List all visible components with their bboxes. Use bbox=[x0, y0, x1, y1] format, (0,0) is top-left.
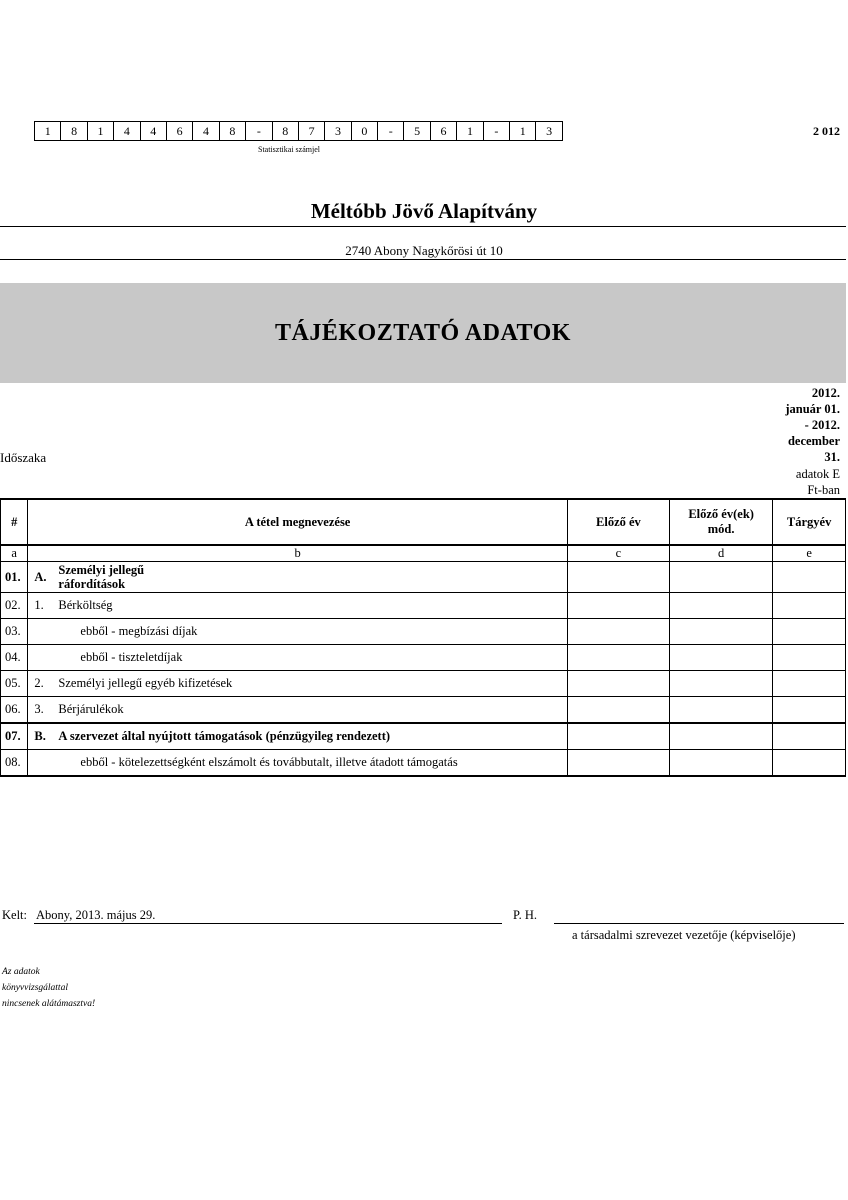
code-digit: 4 bbox=[193, 122, 219, 140]
row-number: 02. bbox=[1, 593, 28, 619]
code-digit: 6 bbox=[431, 122, 457, 140]
code-digit: 1 bbox=[35, 122, 61, 140]
code-digit: - bbox=[246, 122, 272, 140]
column-letter: a bbox=[1, 545, 28, 562]
column-letter: c bbox=[567, 545, 669, 562]
current-year-value bbox=[773, 723, 846, 750]
row-label: ebből - kötelezettségként elszámolt és továbbutalt, illetve átadott támogatás bbox=[80, 755, 458, 769]
current-year-value bbox=[773, 697, 846, 724]
row-item bbox=[28, 619, 567, 645]
row-label: Bérköltség bbox=[58, 598, 113, 612]
divider bbox=[0, 259, 846, 260]
table-body bbox=[1, 562, 846, 777]
code-digit: 6 bbox=[167, 122, 193, 140]
row-code: B. bbox=[34, 729, 46, 743]
row-number: 01. bbox=[1, 562, 28, 593]
period-line: december bbox=[787, 434, 840, 448]
note-line: könyvvizsgálattal bbox=[2, 983, 68, 993]
row-item bbox=[28, 750, 567, 777]
header-item-name: A tétel megnevezése bbox=[28, 499, 567, 545]
code-digit: - bbox=[378, 122, 404, 140]
row-code: 2. bbox=[34, 676, 44, 690]
units-line: adatok E bbox=[795, 467, 840, 481]
row-label: Bérjárulékok bbox=[58, 702, 124, 716]
code-digit: 3 bbox=[536, 122, 562, 140]
row-item bbox=[28, 723, 567, 750]
row-item bbox=[28, 562, 567, 593]
table-row bbox=[1, 697, 846, 724]
title-banner bbox=[0, 283, 846, 383]
code-digit: 8 bbox=[61, 122, 87, 140]
row-label: ebből - tiszteletdíjak bbox=[80, 650, 183, 664]
row-number: 04. bbox=[1, 645, 28, 671]
code-digit: 4 bbox=[141, 122, 167, 140]
table-header-row bbox=[1, 499, 846, 545]
table-row bbox=[1, 645, 846, 671]
previous-modification-value bbox=[670, 671, 773, 697]
code-digit: 0 bbox=[352, 122, 378, 140]
previous-modification-value bbox=[670, 697, 773, 724]
organization-name: Méltóbb Jövő Alapítvány bbox=[310, 199, 538, 223]
previous-modification-value bbox=[670, 723, 773, 750]
table-row bbox=[1, 750, 846, 777]
code-digit: - bbox=[484, 122, 510, 140]
header-number: # bbox=[1, 499, 28, 545]
date-value: Abony, 2013. május 29. bbox=[36, 908, 156, 922]
code-digit: 4 bbox=[114, 122, 140, 140]
organization-address: 2740 Abony Nagykőrösi út 10 bbox=[345, 243, 503, 258]
previous-year-value bbox=[567, 593, 669, 619]
previous-modification-value bbox=[670, 750, 773, 777]
note-line: Az adatok bbox=[2, 967, 40, 977]
header-previous-modification: Előző év(ek) mód. bbox=[670, 499, 773, 545]
previous-year-value bbox=[567, 723, 669, 750]
table-row bbox=[1, 723, 846, 750]
row-code: 1. bbox=[34, 598, 44, 612]
row-label: Személyi jellegű ráfordítások bbox=[58, 563, 145, 591]
current-year-value bbox=[773, 750, 846, 777]
previous-year-value bbox=[567, 562, 669, 593]
form-year: 2 012 bbox=[813, 124, 840, 138]
header-previous-year: Előző év bbox=[567, 499, 669, 545]
audit-note bbox=[2, 964, 95, 1012]
units-note bbox=[796, 466, 840, 498]
row-number: 08. bbox=[1, 750, 28, 777]
page-title: TÁJÉKOZTATÓ ADATOK bbox=[275, 319, 571, 346]
previous-year-value bbox=[567, 645, 669, 671]
row-item bbox=[28, 671, 567, 697]
row-number: 05. bbox=[1, 671, 28, 697]
signature-line bbox=[554, 923, 844, 924]
current-year-value bbox=[773, 619, 846, 645]
date-line bbox=[34, 923, 502, 924]
previous-modification-value bbox=[670, 593, 773, 619]
table-row bbox=[1, 593, 846, 619]
row-code: A. bbox=[34, 569, 47, 584]
data-table bbox=[0, 498, 846, 777]
current-year-value bbox=[773, 671, 846, 697]
period-line: 2012. bbox=[811, 386, 840, 400]
current-year-value bbox=[773, 593, 846, 619]
row-number: 06. bbox=[1, 697, 28, 724]
code-digit: 1 bbox=[510, 122, 536, 140]
column-letter: d bbox=[670, 545, 773, 562]
signature-caption: a társadalmi szrevezet vezetője (képviselője) bbox=[572, 928, 796, 942]
table-row bbox=[1, 619, 846, 645]
period-line: 31. bbox=[824, 450, 840, 464]
row-label: Személyi jellegű egyéb kifizetések bbox=[58, 676, 233, 690]
code-digit: 1 bbox=[88, 122, 114, 140]
previous-modification-value bbox=[670, 562, 773, 593]
stamp-label: P. H. bbox=[513, 908, 537, 922]
row-number: 03. bbox=[1, 619, 28, 645]
code-digit: 8 bbox=[273, 122, 299, 140]
table-row bbox=[1, 562, 846, 593]
column-letter: e bbox=[773, 545, 846, 562]
statistical-code-caption: Statisztikai számjel bbox=[258, 145, 320, 154]
code-digit: 7 bbox=[299, 122, 325, 140]
row-label: ebből - megbízási díjak bbox=[80, 624, 198, 638]
period-line: - 2012. bbox=[804, 418, 840, 432]
units-line: Ft-ban bbox=[807, 483, 840, 497]
previous-year-value bbox=[567, 671, 669, 697]
current-year-value bbox=[773, 562, 846, 593]
period-label: Időszaka bbox=[0, 450, 47, 465]
row-label: A szervezet által nyújtott támogatások (pénzügyileg rendezett) bbox=[58, 729, 391, 743]
code-digit: 1 bbox=[457, 122, 483, 140]
code-digit: 5 bbox=[404, 122, 430, 140]
column-letter: b bbox=[28, 545, 567, 562]
code-digit: 3 bbox=[325, 122, 351, 140]
previous-year-value bbox=[567, 697, 669, 724]
header-current-year: Tárgyév bbox=[773, 499, 846, 545]
note-line: nincsenek alátámasztva! bbox=[2, 999, 96, 1009]
date-label: Kelt: bbox=[2, 908, 27, 922]
current-year-value bbox=[773, 645, 846, 671]
table-row bbox=[1, 671, 846, 697]
row-code: 3. bbox=[34, 702, 44, 716]
previous-year-value bbox=[567, 750, 669, 777]
row-number: 07. bbox=[1, 723, 28, 750]
row-item bbox=[28, 593, 567, 619]
code-digit: 8 bbox=[220, 122, 246, 140]
period-range bbox=[760, 385, 840, 465]
row-item bbox=[28, 645, 567, 671]
row-item bbox=[28, 697, 567, 724]
previous-modification-value bbox=[670, 619, 773, 645]
previous-modification-value bbox=[670, 645, 773, 671]
divider bbox=[0, 226, 846, 227]
period-line: január 01. bbox=[785, 402, 840, 416]
column-letter-row bbox=[1, 545, 846, 562]
statistical-code bbox=[34, 121, 563, 141]
previous-year-value bbox=[567, 619, 669, 645]
